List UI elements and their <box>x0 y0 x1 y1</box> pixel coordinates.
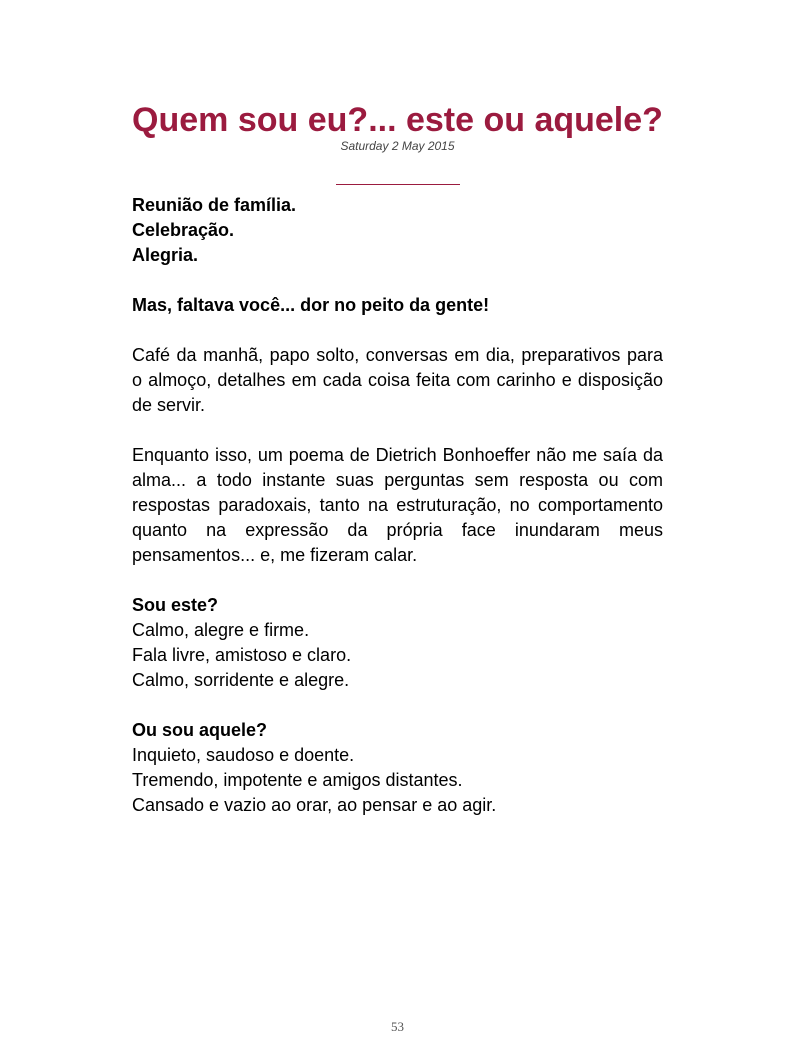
page-title: Quem sou eu?... este ou aquele? <box>132 101 663 139</box>
intro-line: Celebração. <box>132 220 235 240</box>
post-date: Saturday 2 May 2015 <box>340 139 455 153</box>
stanza-sou-este <box>132 593 663 693</box>
intro-block <box>132 193 663 268</box>
title-divider <box>336 184 460 185</box>
stanza-line: Calmo, alegre e firme. <box>132 620 310 640</box>
stanza-line: Fala livre, amistoso e claro. <box>132 645 352 665</box>
stanza-line: Cansado e vazio ao orar, ao pensar e ao agir. <box>132 795 497 815</box>
paragraph-bonhoeffer: Enquanto isso, um poema de Dietrich Bonhoeffer não me saía da alma... a todo instante suas perguntas sem resposta ou com respostas paradoxais, tanto na estruturação, no comportamento quanto na expressão da própria face inundaram meus pensamentos... e, me fizeram calar. <box>132 445 663 565</box>
stanza-line: Tremendo, impotente e amigos distantes. <box>132 770 463 790</box>
stanza-heading: Sou este? <box>132 595 219 615</box>
post-content <box>132 193 663 843</box>
stanza-line: Inquieto, saudoso e doente. <box>132 745 355 765</box>
page-number: 53 <box>391 1019 404 1034</box>
paragraph-breakfast: Café da manhã, papo solto, conversas em dia, preparativos para o almoço, detalhes em cada coisa feita com carinho e disposição de servir. <box>132 345 663 415</box>
stanza-heading: Ou sou aquele? <box>132 720 268 740</box>
bold-statement: Mas, faltava você... dor no peito da gente! <box>132 295 490 315</box>
intro-line: Alegria. <box>132 245 199 265</box>
intro-line: Reunião de família. <box>132 195 297 215</box>
stanza-line: Calmo, sorridente e alegre. <box>132 670 350 690</box>
stanza-ou-sou-aquele <box>132 718 663 818</box>
